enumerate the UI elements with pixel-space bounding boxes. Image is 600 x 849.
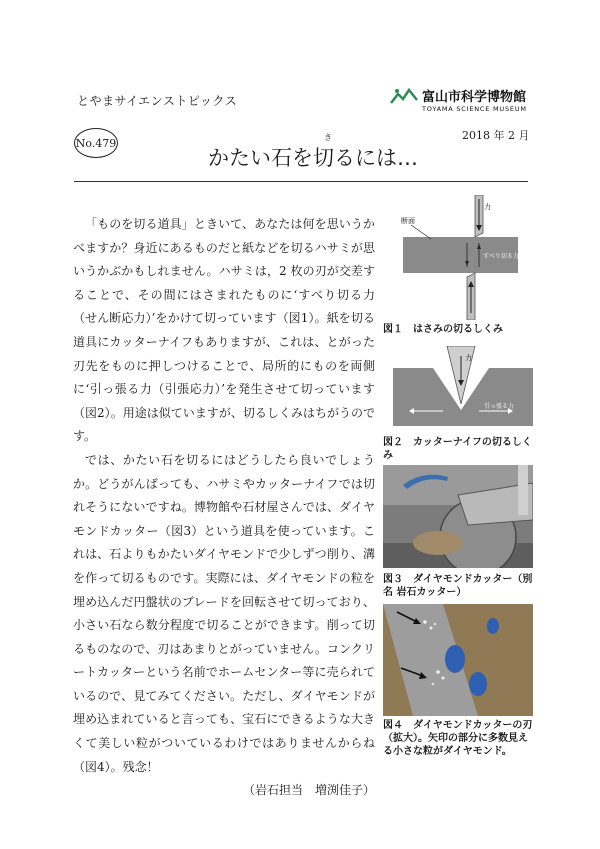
figure-3-caption: 図３ ダイヤモンドカッター（別名 岩石カッター） xyxy=(383,574,533,598)
article-body xyxy=(73,213,375,803)
figure-3-diamond-cutter-photo xyxy=(383,465,533,568)
figure-4-caption: 図４ ダイヤモンドカッターの刃（拡大）。矢印の部分に多数見える小さな粒がダイヤモンド。 xyxy=(383,720,533,757)
issue-date: 2018 年 2 月 xyxy=(462,129,530,142)
figure-1-caption: 図１ はさみの切るしくみ xyxy=(383,324,503,335)
figure-2-caption: 図２ カッターナイフの切るしくみ xyxy=(383,437,532,461)
fig1-label-cross-section: 断面 xyxy=(401,217,415,225)
author-credit: （岩石担当 増渕佳子） xyxy=(242,783,375,798)
title-ruby: き xyxy=(324,133,332,142)
paragraph-1: 「ものを切る道具」ときいて、あなたは何を思いうかべますか？身近にあるものだと紙などを切るハサミが思いうかぶかもしれません。ハサミは，2 枚の刃が交差することで、その間にはさまれたものに‘すべり切る力（せん断応力）’をかけて切っています（図1）。紙を切る道具にカッターナイフもありますが、これは、とがった刃先をものに押しつけることで、局所的にものを両側に‘引っ張る力（引張応力）’を発生させて切っています（図2）。用途は似ていますが、切るしくみはちがうのです。 xyxy=(73,217,375,444)
figure-1-scissors-diagram xyxy=(383,195,533,320)
fig2-label-force: 力 xyxy=(465,354,472,362)
figure-2-cutter-diagram xyxy=(383,346,533,426)
museum-name-ja: 富山市科学博物館 xyxy=(422,90,527,105)
museum-logo xyxy=(390,84,540,124)
mountain-logo-icon xyxy=(390,86,418,106)
fig2-label-tension: 引っ張る力 xyxy=(484,403,515,410)
paragraph-2: では、かたい石を切るにはどうしたら良いでしょうか。どうがんばっても、ハサミやカッターナイフでは切れそうにないですね。博物館や石材屋さんでは、ダイヤモンドカッター（図3）という道具を使っています。これは、石よりもかたいダイヤモンドで少しずつ削り、溝を作って切るものです。実際には、ダイヤモンドの粒を埋め込んだ円盤状のブレードを回転させて切っており、小さい石なら数分程度で切ることができます。削って切るものなので、刃はあまりとがっていません。コンクリートカッターという名前でホームセンター等に売られているので、見てみてください。ただし、ダイヤモンドが埋め込まれていると言っても、宝石にできるような大きくて美しい粒がついているわけではありませんからね（図4）。残念！ xyxy=(73,452,375,774)
fig1-label-force: 力 xyxy=(484,203,491,211)
series-title: とやまサイエンストピックス xyxy=(77,94,238,108)
fig1-label-shear: すべり切る力 xyxy=(483,253,519,260)
issue-number: No.479 xyxy=(74,128,118,158)
title-divider xyxy=(74,181,528,182)
museum-name-en: TOYAMA SCIENCE MUSEUM xyxy=(422,105,527,113)
figure-4-blade-closeup-photo xyxy=(383,604,533,716)
page-title: かたい石を切るには… xyxy=(208,146,418,170)
